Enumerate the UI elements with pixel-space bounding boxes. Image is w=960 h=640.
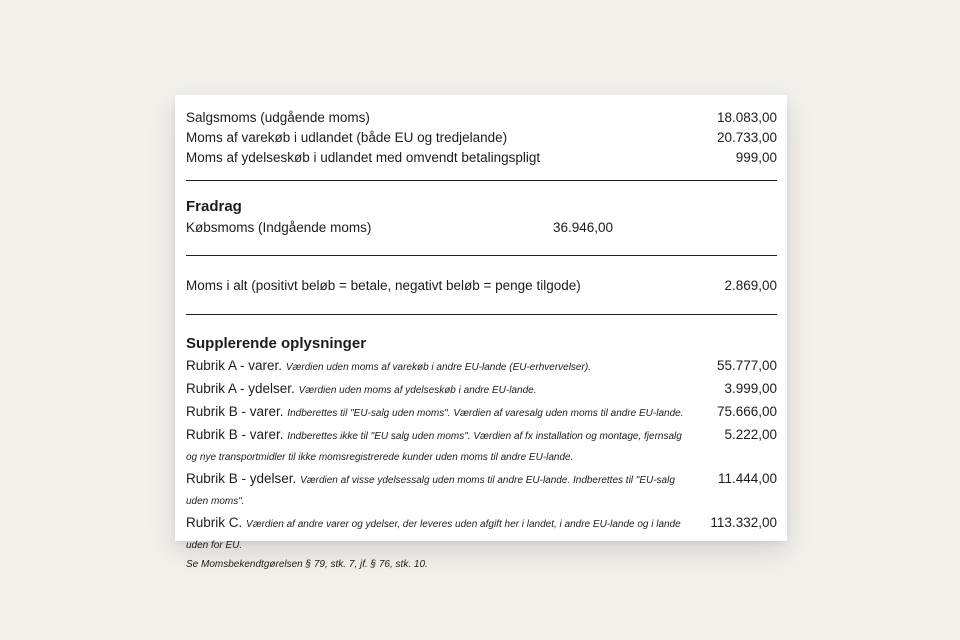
vat-total-label: Moms i alt (positivt beløb = betale, negativt beløb = penge tilgode) — [186, 278, 581, 293]
supplementary-row-text — [186, 513, 777, 555]
rubrik-description: Indberettes ikke til "EU salg uden moms". Værdien af fx installation og montage, fjernsalg og nye transportmidler til ikke momsregistrerede kunder uden moms til andre EU-lande. — [186, 431, 682, 463]
supplementary-row-rubrik-a-varer — [186, 356, 777, 377]
rubrik-value: 11.444,00 — [717, 471, 777, 486]
supplementary-row-rubrik-b-varer-1 — [186, 402, 777, 423]
rubrik-description: Værdien uden moms af varekøb i andre EU-lande (EU-erhvervelser). — [285, 362, 591, 373]
rubrik-value: 3.999,00 — [724, 381, 777, 396]
supplementary-row-text — [186, 425, 777, 467]
supplementary-row-rubrik-b-varer-2 — [186, 425, 777, 467]
rubrik-description: Værdien uden moms af ydelseskøb i andre EU-lande. — [298, 385, 537, 396]
vat-report-card — [175, 95, 787, 570]
rubrik-footnote: Se Momsbekendtgørelsen § 79, stk. 7, jf. § 76, stk. 10. — [186, 559, 428, 570]
vat-row-value: 36.946,00 — [552, 220, 613, 235]
rubrik-value: 55.777,00 — [716, 358, 777, 373]
vat-total-row — [186, 276, 777, 296]
vat-row-varekob-udland — [186, 128, 777, 148]
rubrik-label: Rubrik B - ydelser. — [186, 471, 297, 486]
vat-row-salgsmoms — [186, 108, 777, 128]
vat-row-kobsmoms — [186, 218, 777, 238]
rubrik-value: 75.666,00 — [716, 404, 777, 419]
vat-row-value: 20.733,00 — [716, 130, 777, 145]
vat-row-label: Moms af varekøb i udlandet (både EU og tredjelande) — [186, 130, 508, 145]
rubrik-label: Rubrik A - ydelser. — [186, 381, 295, 396]
rubrik-label: Rubrik C. — [186, 515, 243, 530]
vat-total-value: 2.869,00 — [724, 278, 777, 293]
rubrik-label: Rubrik B - varer. — [186, 427, 284, 442]
supplementary-row-rubrik-a-ydelser — [186, 379, 777, 400]
horizontal-rule — [186, 255, 777, 256]
supplementary-row-text — [186, 402, 777, 423]
supplementary-heading: Supplerende oplysninger — [186, 335, 367, 352]
vat-row-value: 18.083,00 — [716, 110, 777, 125]
vat-row-value: 999,00 — [735, 150, 777, 165]
supplementary-row-text — [186, 379, 777, 400]
rubrik-description: Værdien af andre varer og ydelser, der leveres uden afgift her i landet, i andre EU-lande og i lande uden for EU. — [186, 519, 681, 551]
rubrik-description: Værdien af visse ydelsessalg uden moms til andre EU-lande. Indberettes til "EU-salg uden moms". — [186, 475, 675, 507]
supplementary-row-rubrik-b-ydelser — [186, 469, 777, 511]
vat-row-ydelseskob-udland — [186, 148, 777, 168]
rubrik-value: 5.222,00 — [724, 427, 777, 442]
supplementary-row-text — [186, 469, 777, 511]
horizontal-rule — [186, 180, 777, 181]
vat-row-label: Moms af ydelseskøb i udlandet med omvendt betalingspligt — [186, 150, 541, 165]
supplementary-row-text — [186, 356, 777, 377]
fradrag-heading: Fradrag — [186, 198, 242, 215]
rubrik-description: Indberettes til "EU-salg uden moms". Værdien af varesalg uden moms til andre EU-lande. — [287, 408, 684, 419]
vat-row-label: Salgsmoms (udgående moms) — [186, 110, 370, 125]
rubrik-value: 113.332,00 — [710, 515, 777, 530]
supplementary-row-rubrik-c — [186, 513, 777, 574]
rubrik-label: Rubrik A - varer. — [186, 358, 283, 373]
vat-row-label: Købsmoms (Indgående moms) — [186, 220, 372, 235]
horizontal-rule — [186, 314, 777, 315]
rubrik-label: Rubrik B - varer. — [186, 404, 284, 419]
